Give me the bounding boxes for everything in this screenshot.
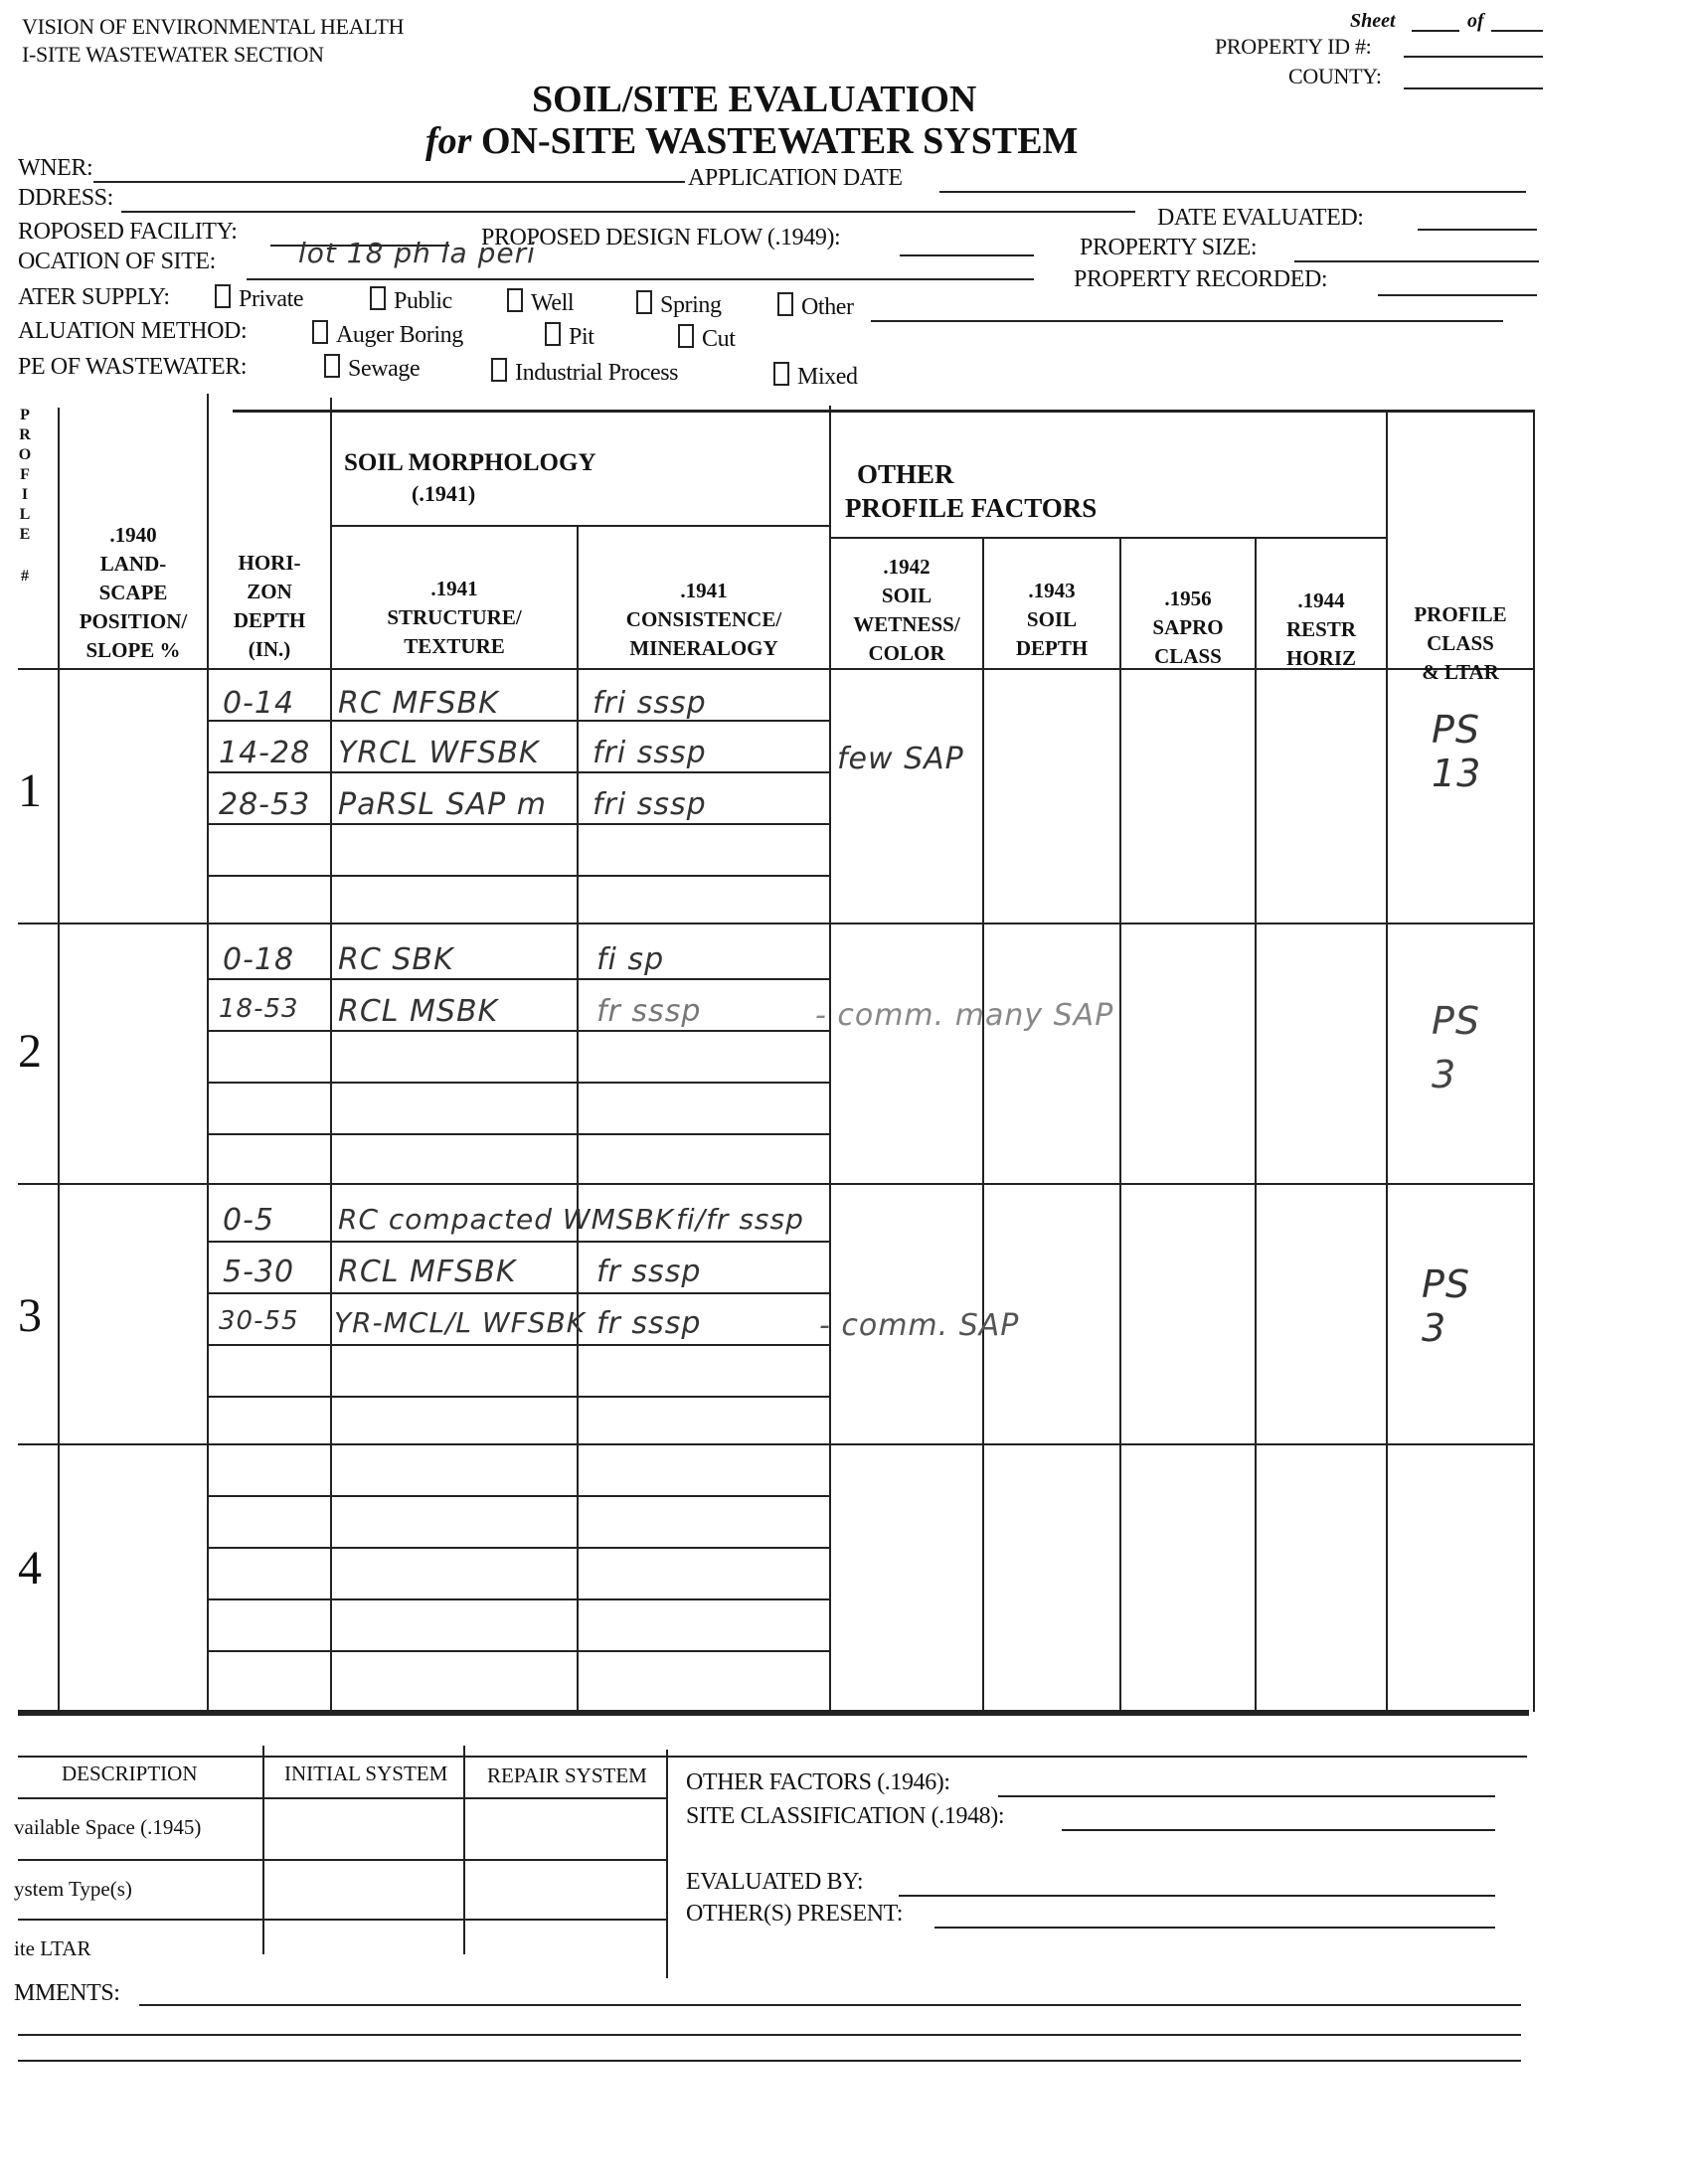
horizon-line — [207, 823, 829, 825]
others-present-field[interactable] — [934, 1927, 1495, 1929]
property-size-field[interactable] — [1294, 260, 1539, 262]
auger-boring-checkbox[interactable] — [312, 320, 328, 344]
owner-label: WNER: — [18, 155, 93, 181]
horizon-consistence[interactable]: fri sssp — [593, 686, 707, 721]
table-bottom-border — [18, 1710, 1529, 1716]
summary-row-line — [18, 1919, 666, 1921]
profile-number-2: 2 — [18, 1025, 42, 1078]
property-id-field[interactable] — [1404, 56, 1543, 58]
summary-row-line — [18, 1859, 666, 1861]
horizon-consistence[interactable]: fi/fr sssp — [676, 1203, 804, 1236]
horizon-wetness[interactable]: few SAP — [837, 742, 964, 776]
location-handwritten: lot 18 ph la peri — [298, 237, 536, 269]
wastewater-industrial[interactable]: Industrial Process — [491, 358, 678, 387]
col-divider — [577, 527, 579, 1712]
pit-checkbox[interactable] — [545, 322, 561, 346]
horizon-depth[interactable]: 14-28 — [219, 736, 311, 770]
col-header-consistence: .1941 CONSISTENCE/ MINERALOGY — [625, 579, 782, 660]
water-supply-well[interactable]: Well — [507, 288, 574, 317]
horizon-depth[interactable]: 0-5 — [223, 1203, 274, 1238]
horizon-consistence[interactable]: fr sssp — [596, 1306, 702, 1341]
water-supply-other[interactable]: Other — [777, 292, 854, 321]
horizon-consistence[interactable]: fi sp — [596, 942, 665, 977]
summary-header-initial: INITIAL SYSTEM — [284, 1762, 448, 1785]
summary-row-line — [18, 1797, 666, 1799]
summary-row-available-space: vailable Space (.1945) — [14, 1815, 202, 1839]
sheet-of-label: of — [1467, 10, 1484, 32]
profile-number-3: 3 — [18, 1289, 42, 1342]
profile-class-1[interactable]: PS 13 — [1432, 708, 1482, 795]
col-divider — [1119, 537, 1121, 1712]
horizon-structure[interactable]: RC MFSBK — [338, 686, 499, 721]
address-field[interactable] — [121, 211, 1135, 213]
horizon-consistence[interactable]: fri sssp — [593, 787, 707, 822]
wastewater-mixed[interactable]: Mixed — [773, 362, 858, 391]
summary-col-divider — [463, 1746, 465, 1954]
comments-field-line-1[interactable] — [139, 2004, 1521, 2006]
owner-field[interactable] — [93, 181, 685, 183]
spring-checkbox[interactable] — [636, 290, 652, 314]
col-header-structure: .1941 STRUCTURE/ TEXTURE — [387, 577, 522, 658]
col-header-landscape: .1940 LAND- SCAPE POSITION/ SLOPE % — [79, 523, 188, 662]
table-top-border — [233, 410, 1535, 413]
agency-line-2: I-SITE WASTEWATER SECTION — [22, 42, 324, 67]
horizon-line — [207, 1030, 829, 1032]
sheet-number-line[interactable] — [1412, 30, 1459, 32]
mixed-checkbox[interactable] — [773, 362, 789, 386]
header-separator — [330, 525, 829, 527]
property-size-label: PROPERTY SIZE: — [1080, 235, 1258, 260]
location-label: OCATION OF SITE: — [18, 249, 216, 274]
profile-vertical-label: P R O F I L E # — [18, 407, 32, 585]
form-title-for: for — [425, 120, 472, 162]
horizon-structure[interactable]: YR-MCL/L WFSBK — [334, 1306, 587, 1339]
col-header-horizon: HORI- ZON DEPTH (IN.) — [233, 551, 306, 661]
wastewater-sewage[interactable]: Sewage — [324, 354, 420, 383]
horizon-depth[interactable]: 30-55 — [219, 1306, 299, 1336]
horizon-line — [207, 1547, 829, 1549]
site-classification-field[interactable] — [1062, 1829, 1495, 1831]
other-factors-label: OTHER FACTORS (.1946): — [686, 1769, 950, 1795]
horizon-line — [207, 1598, 829, 1600]
application-date-field[interactable] — [939, 191, 1526, 193]
profile-separator — [18, 1183, 1535, 1185]
private-checkbox[interactable] — [215, 284, 231, 308]
header-separator — [829, 537, 1386, 539]
comments-field-line-3[interactable] — [18, 2060, 1521, 2062]
horizon-wetness[interactable]: - comm. SAP — [819, 1308, 1020, 1343]
horizon-wetness[interactable]: - comm. many SAP — [815, 998, 1114, 1033]
col-divider — [982, 537, 984, 1712]
col-header-sapro: .1956 SAPRO CLASS — [1152, 587, 1224, 668]
water-supply-public[interactable]: Public — [370, 286, 452, 315]
profile-class-3[interactable]: PS 3 — [1422, 1262, 1471, 1350]
water-supply-other-field[interactable] — [871, 320, 1503, 322]
col-divider — [1533, 410, 1535, 1712]
horizon-structure[interactable]: RC compacted WMSBK — [338, 1203, 675, 1236]
summary-col-divider — [666, 1750, 668, 1978]
eval-cut[interactable]: Cut — [678, 324, 735, 353]
horizon-line — [207, 1396, 829, 1398]
water-supply-private[interactable]: Private — [215, 284, 303, 313]
horizon-depth[interactable]: 18-53 — [219, 994, 299, 1024]
soil-morphology-code: (.1941) — [412, 481, 476, 506]
horizon-depth[interactable]: 28-53 — [219, 787, 311, 822]
cut-checkbox[interactable] — [678, 324, 694, 348]
sheet-label: Sheet — [1350, 10, 1396, 32]
col-header-wetness: .1942 SOIL WETNESS/ COLOR — [853, 555, 960, 665]
county-label: COUNTY: — [1288, 64, 1382, 88]
proposed-facility-label: ROPOSED FACILITY: — [18, 219, 238, 245]
col-header-restr: .1944 RESTR HORIZ — [1285, 588, 1357, 670]
location-field[interactable] — [247, 278, 1034, 280]
comments-field-line-2[interactable] — [18, 2034, 1521, 2036]
evaluated-by-field[interactable] — [899, 1895, 1495, 1897]
others-present-label: OTHER(S) PRESENT: — [686, 1901, 904, 1927]
sewage-checkbox[interactable] — [324, 354, 340, 378]
water-supply-spring[interactable]: Spring — [636, 290, 722, 319]
profile-separator — [18, 1443, 1535, 1445]
summary-header-repair: REPAIR SYSTEM — [487, 1764, 647, 1787]
horizon-line — [207, 1650, 829, 1652]
summary-col-divider — [262, 1746, 264, 1954]
horizon-consistence[interactable]: fri sssp — [593, 736, 707, 770]
industrial-process-checkbox[interactable] — [491, 358, 507, 382]
horizon-consistence[interactable]: fr sssp — [596, 1255, 702, 1289]
horizon-line — [207, 1133, 829, 1135]
horizon-structure[interactable]: RC SBK — [338, 942, 454, 977]
property-recorded-field[interactable] — [1378, 294, 1537, 296]
horizon-depth[interactable]: 5-30 — [223, 1255, 295, 1289]
col-header-soil-depth: .1943 SOIL DEPTH — [1015, 579, 1089, 660]
application-date-label: APPLICATION DATE — [688, 165, 903, 191]
agency-line-1: VISION OF ENVIRONMENTAL HEALTH — [22, 14, 405, 39]
horizon-line — [207, 1241, 829, 1243]
horizon-line — [207, 1292, 829, 1294]
other-factors-title-1: OTHER — [857, 459, 954, 489]
col-divider — [1255, 537, 1257, 1712]
horizon-structure[interactable]: RCL MFSBK — [338, 1255, 517, 1289]
property-id-label: PROPERTY ID #: — [1215, 34, 1372, 59]
horizon-structure[interactable]: YRCL WFSBK — [338, 736, 540, 770]
horizon-line — [207, 875, 829, 877]
horizon-depth[interactable]: 0-14 — [223, 686, 295, 721]
form-title-line2 — [425, 119, 1078, 163]
horizon-line — [207, 1344, 829, 1346]
date-evaluated-label: DATE EVALUATED: — [1157, 205, 1364, 231]
other-factors-field[interactable] — [998, 1795, 1495, 1797]
sheet-total-line[interactable] — [1491, 30, 1543, 32]
horizon-structure[interactable]: RCL MSBK — [338, 994, 499, 1029]
form-title-system: ON-SITE WASTEWATER SYSTEM — [480, 120, 1079, 162]
comments-label: MMENTS: — [14, 1980, 120, 2006]
address-label: DDRESS: — [18, 185, 113, 211]
eval-pit[interactable]: Pit — [545, 322, 593, 351]
summary-header-description: DESCRIPTION — [62, 1762, 198, 1785]
evaluated-by-label: EVALUATED BY: — [686, 1869, 864, 1895]
profile-separator — [18, 923, 1535, 924]
horizon-depth[interactable]: 0-18 — [223, 942, 295, 977]
water-supply-label: ATER SUPPLY: — [18, 284, 170, 310]
horizon-line — [207, 1082, 829, 1084]
other-factors-title-2: PROFILE FACTORS — [845, 493, 1098, 523]
other-checkbox[interactable] — [777, 292, 793, 316]
horizon-line — [207, 720, 829, 722]
horizon-line — [207, 771, 829, 773]
site-classification-label: SITE CLASSIFICATION (.1948): — [686, 1803, 1005, 1829]
wastewater-type-label: PE OF WASTEWATER: — [18, 354, 248, 380]
soil-morphology-title: SOIL MORPHOLOGY — [344, 449, 596, 476]
form-title-line1: SOIL/SITE EVALUATION — [532, 79, 977, 120]
design-flow-label: PROPOSED DESIGN FLOW (.1949): — [481, 225, 841, 251]
property-recorded-label: PROPERTY RECORDED: — [1074, 266, 1328, 292]
county-field[interactable] — [1404, 87, 1543, 89]
horizon-consistence[interactable]: fr sssp — [596, 994, 702, 1029]
bottom-divider — [18, 1756, 1527, 1758]
horizon-line — [207, 978, 829, 980]
well-checkbox[interactable] — [507, 288, 523, 312]
profile-class-2[interactable]: PS 3 — [1432, 999, 1481, 1096]
public-checkbox[interactable] — [370, 286, 386, 310]
profile-number-1: 1 — [18, 764, 42, 817]
col-header-profile-class: PROFILE CLASS & LTAR — [1414, 602, 1507, 684]
eval-auger-boring[interactable]: Auger Boring — [312, 320, 463, 349]
design-flow-field[interactable] — [900, 254, 1034, 256]
date-evaluated-field[interactable] — [1418, 229, 1537, 231]
profile-number-4: 4 — [18, 1542, 42, 1595]
summary-row-system-type: ystem Type(s) — [14, 1877, 132, 1901]
horizon-structure[interactable]: PaRSL SAP m — [338, 787, 548, 822]
summary-row-site-ltar: ite LTAR — [14, 1936, 91, 1960]
horizon-line — [207, 1495, 829, 1497]
evaluation-method-label: ALUATION METHOD: — [18, 318, 248, 344]
